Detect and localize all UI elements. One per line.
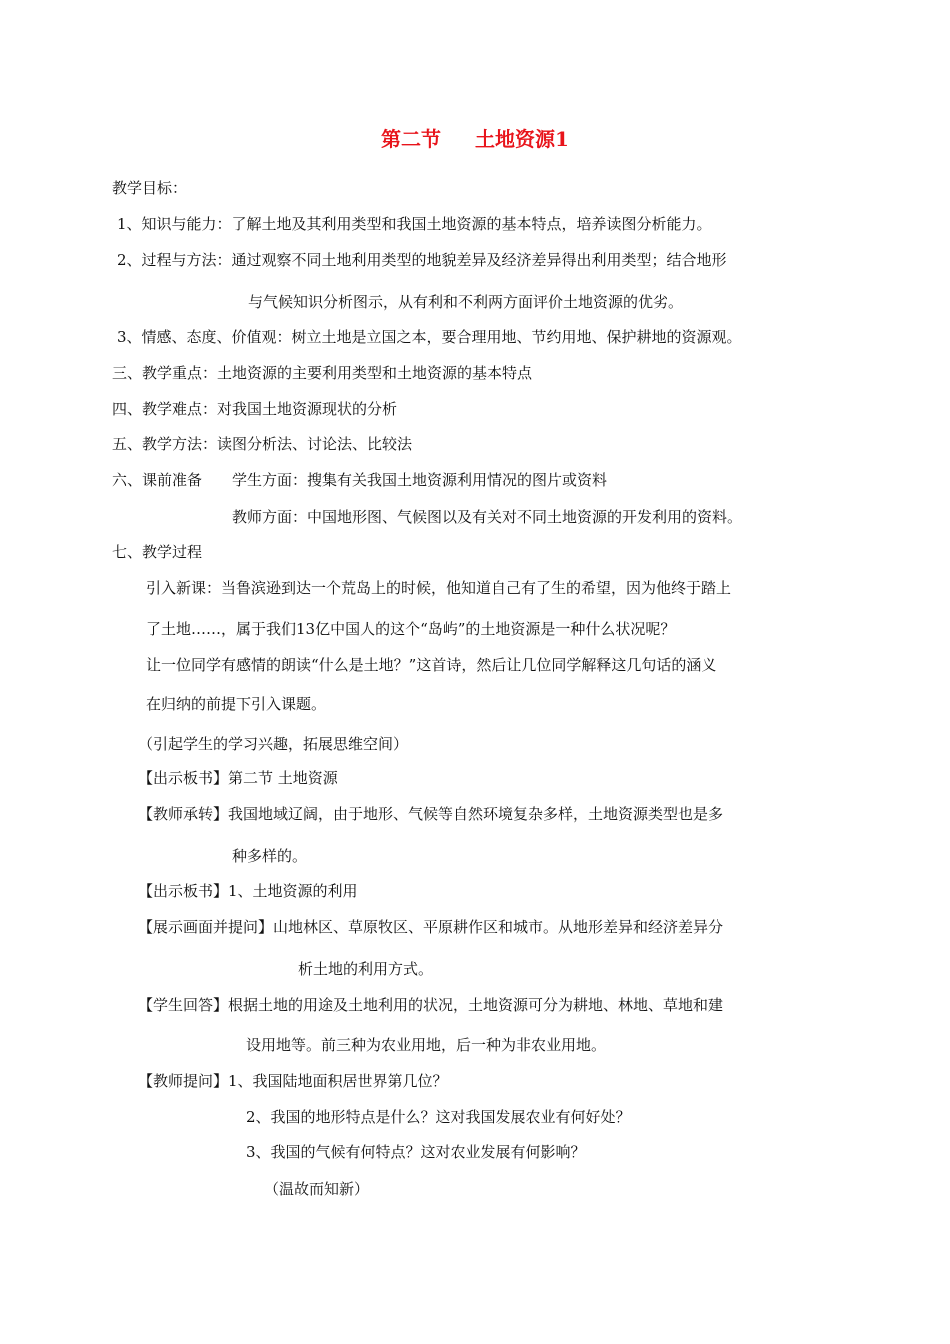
goal-values: 3、情感、态度、价值观：树立土地是立国之本，要合理用地、节约用地、保护耕地的资源观。 [117,328,742,346]
teacher-question-2: 2、我国的地形特点是什么？这对我国发展农业有何好处？ [246,1108,631,1126]
teacher-transition: 【教师承转】我国地域辽阔，由于地形、气候等自然环境复杂多样，土地资源类型也是多 [138,805,724,823]
process-heading: 七、教学过程 [112,543,203,561]
goal-process: 2、过程与方法：通过观察不同土地利用类型的地貌差异及经济差异得出利用类型；结合地形 [117,251,727,269]
show-and-ask-cont: 析土地的利用方式。 [298,960,434,978]
teaching-difficulty: 四、教学难点：对我国土地资源现状的分析 [112,400,398,418]
board-section-title: 【出示板书】第二节 土地资源 [138,769,338,787]
teaching-focus: 三、教学重点：土地资源的主要利用类型和土地资源的基本特点 [112,364,533,382]
intro-paragraph-cont: 了土地……，属于我们13亿中国人的这个“岛屿”的土地资源是一种什么状况呢？ [146,620,676,638]
poem-activity: 让一位同学有感情的朗读“什么是土地？”这首诗，然后让几位同学解释这几句话的涵义 [146,656,717,674]
teacher-question-3: 3、我国的气候有何特点？这对农业发展有何影响？ [246,1143,586,1161]
teacher-question-1: 【教师提问】1、我国陆地面积居世界第几位？ [138,1072,448,1090]
intro-note: （引起学生的学习兴趣，拓展思维空间） [138,735,409,753]
poem-activity-cont: 在归纳的前提下引入课题。 [146,695,327,713]
teaching-method: 五、教学方法：读图分析法、讨论法、比较法 [112,435,413,453]
goal-knowledge: 1、知识与能力：了解土地及其利用类型和我国土地资源的基本特点，培养读图分析能力。 [117,215,712,233]
student-answer-cont: 设用地等。前三种为农业用地，后一种为非农业用地。 [246,1036,607,1054]
board-land-use: 【出示板书】1、土地资源的利用 [138,882,358,900]
page-title [0,126,950,152]
teaching-goals-heading: 教学目标： [112,179,188,197]
goal-process-cont: 与气候知识分析图示，从有利和不利两方面评价土地资源的优劣。 [248,293,684,311]
title-section: 第二节 [381,127,442,151]
show-and-ask: 【展示画面并提问】山地林区、草原牧区、平原耕作区和城市。从地形差异和经济差异分 [138,918,724,936]
preparation-teacher: 教师方面：中国地形图、气候图以及有关对不同土地资源的开发利用的资料。 [232,508,743,526]
review-note: （温故而知新） [264,1180,370,1198]
preparation-students: 学生方面：搜集有关我国土地资源利用情况的图片或资料 [232,471,608,489]
preparation-heading: 六、课前准备 [112,471,203,489]
teacher-transition-cont: 种多样的。 [232,847,308,865]
intro-paragraph: 引入新课：当鲁滨逊到达一个荒岛上的时候，他知道自己有了生的希望，因为他终于踏上 [146,579,732,597]
title-topic: 土地资源1 [475,127,569,151]
student-answer: 【学生回答】根据土地的用途及土地利用的状况，土地资源可分为耕地、林地、草地和建 [138,996,724,1014]
